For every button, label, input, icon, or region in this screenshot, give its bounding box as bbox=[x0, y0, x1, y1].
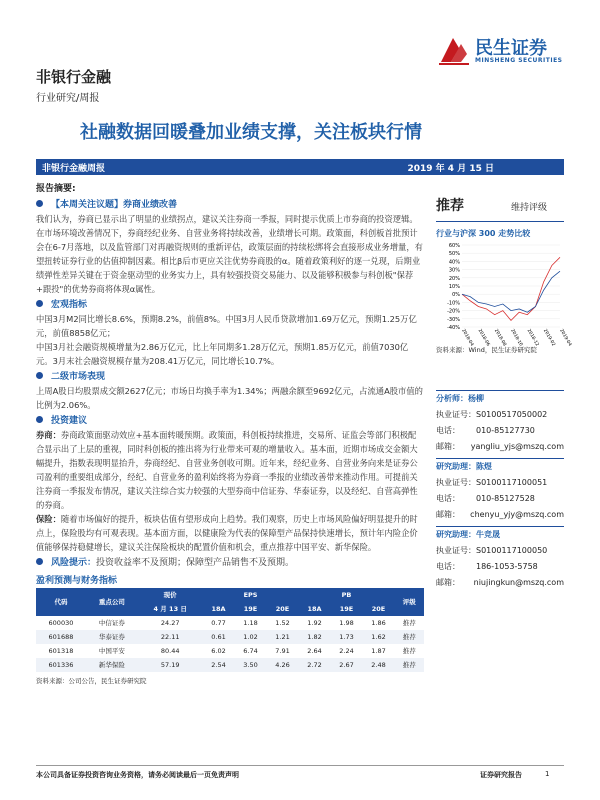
table-cell: 2.67 bbox=[339, 661, 354, 669]
page-number: 1 bbox=[545, 770, 550, 778]
table-cell: 中信证券 bbox=[98, 619, 125, 627]
analyst-cert bbox=[436, 542, 564, 558]
th-pb: PB bbox=[299, 588, 395, 602]
table-cell: 57.19 bbox=[160, 661, 180, 669]
field-label: 电话： bbox=[436, 425, 460, 435]
summary-section bbox=[36, 182, 424, 688]
analyst-list bbox=[436, 390, 564, 590]
chart-source: 资料来源：Wind，民生证券研究院 bbox=[436, 346, 537, 354]
series-line bbox=[462, 271, 560, 312]
right-panel bbox=[436, 195, 573, 594]
table-cell: 0.77 bbox=[211, 619, 226, 627]
field-value: 010-85127528 bbox=[476, 493, 535, 503]
table-row bbox=[36, 658, 424, 672]
field-value: niujingkun@mszq.com bbox=[473, 577, 564, 587]
field-label: 执业证号： bbox=[436, 477, 476, 487]
section-risk bbox=[36, 556, 424, 570]
dept-name: 非银行金融 bbox=[36, 68, 112, 86]
section-focus bbox=[36, 198, 424, 212]
x-tick-label: 2018-04 bbox=[460, 328, 475, 348]
analyst-card bbox=[436, 526, 564, 590]
table-cell: 2.48 bbox=[371, 661, 386, 669]
table-row bbox=[36, 616, 424, 630]
table-cell: 6.74 bbox=[243, 647, 258, 655]
table-cell: 0.61 bbox=[211, 633, 226, 641]
field-label: 执业证号： bbox=[436, 545, 476, 555]
field-label: 邮箱： bbox=[436, 441, 460, 451]
trend-chart bbox=[436, 241, 573, 348]
advice-text: 券商政策面驱动效应+基本面转暖预期。政策面，科创板持续推进，交易所、证监会等部门积极配合显示出了上层的重视，同时科创板的推出将为行业带来可观的增量收入。基本面，近期市场成交金额大幅提升，指数表现明显抬升，券商经纪、自营业务创收可期。近年来，经纪业务、自营业务向来是证券公司盈利的重要组成部分，经纪、自营业务的盈利始终将为券商一季报的业绩改善带来推动作用。可提前关注券商一季报发布情况，建议关注综合实力较强的大型券商中信证券、华泰证券，以及经纪、自营高弹性的券商。 bbox=[36, 430, 418, 510]
field-label: 执业证号： bbox=[436, 409, 476, 419]
fin-table bbox=[36, 588, 424, 672]
macro-text-1: 中国3月M2同比增长8.6%，预期8.2%，前值8%。中国3月人民币贷款增加1.69万亿元，预期1.25万亿元，前值8858亿元； bbox=[36, 314, 417, 338]
x-tick-label: 2018-06 bbox=[476, 328, 491, 348]
bullet-icon bbox=[36, 372, 43, 379]
summary-heading: 报告摘要: bbox=[36, 184, 76, 194]
y-tick-label: -20% bbox=[447, 308, 460, 315]
table-cell: 推荐 bbox=[402, 619, 416, 627]
rating-label: 维持评级 bbox=[511, 203, 548, 213]
table-cell: 推荐 bbox=[402, 661, 416, 669]
th-year: 19E bbox=[331, 602, 363, 616]
table-cell: 1.98 bbox=[339, 619, 354, 627]
advice-text: 随着市场偏好的提升，板块估值有望形成向上趋势。我们观察，历史上市场风险偏好明显提升的时点上，保险股均有可观表现。基本面方面，以健康险为代表的保障型产品保持快速增长，预计年内险企价值能够保持稳健增长，建议关注保险板块的配置价值和机会，重点推荐中国平安、新华保险。 bbox=[36, 514, 418, 552]
analyst-card bbox=[436, 390, 564, 454]
th-year: 19E bbox=[235, 602, 267, 616]
table-cell: 6.02 bbox=[211, 647, 226, 655]
table-source: 资料来源：公司公告，民生证券研究院 bbox=[36, 677, 147, 685]
table-cell: 1.02 bbox=[243, 633, 258, 641]
table-cell: 2.72 bbox=[307, 661, 322, 669]
section-market bbox=[36, 370, 424, 384]
analyst-role: 研究助理：牛竞晟 bbox=[436, 526, 564, 542]
th-year: 18A bbox=[299, 602, 331, 616]
table-cell: 1.87 bbox=[371, 647, 386, 655]
table-cell: 推荐 bbox=[402, 633, 416, 641]
advice-lead: 保险： bbox=[36, 514, 61, 524]
advice-brokers bbox=[36, 428, 424, 512]
field-value: yangliu_yjs@mszq.com bbox=[470, 441, 564, 451]
x-tick-label: 2018-12 bbox=[525, 328, 540, 348]
th-year: 20E bbox=[363, 602, 395, 616]
advice-insurance bbox=[36, 512, 424, 554]
section-title: 二级市场表现 bbox=[51, 372, 106, 382]
table-cell: 24.27 bbox=[160, 619, 180, 627]
th-year: 18A bbox=[203, 602, 235, 616]
analyst-card bbox=[436, 458, 564, 522]
y-tick-label: -40% bbox=[447, 325, 460, 331]
field-value: S0100117100050 bbox=[476, 545, 548, 555]
th-name: 重点公司 bbox=[86, 588, 138, 616]
analyst-email[interactable] bbox=[436, 438, 564, 454]
logo-text: 民生证券 bbox=[475, 38, 547, 59]
footer-disclaimer: 本公司具备证券投资咨询业务资格，请务必阅读最后一页免责声明 bbox=[36, 771, 239, 779]
focus-text: 我们认为，券商已显示出了明显的业绩拐点，建议关注券商一季报，同时提示优质上市券商的投资逻辑。在市场环境改善情况下，券商经纪业务、自营业务将持续改善，业绩增长可期。政策面，科创板首批预计会在6-7月落地，以及监管部门对再融资规则的重新评估，政策层面的持续松绑将会直接形成业务增量，有望扭转证券行业的估值抑制因素。相比β后市更应关注优势券商股的α。随着政策利好的逐一兑现，后期业绩弹性差异关键在于资金驱动型的业务实力上，具有较强投资交易能力、以及能够积极参与科创板"保荐+跟投"的优势券商将体现α属性。 bbox=[36, 214, 423, 294]
x-tick-label: 2019-04 bbox=[558, 328, 573, 348]
table-cell: 601688 bbox=[48, 633, 74, 641]
table-row bbox=[36, 630, 424, 644]
field-label: 电话： bbox=[436, 493, 460, 503]
logo-mark bbox=[437, 34, 471, 66]
table-cell: 7.91 bbox=[275, 647, 290, 655]
analyst-role: 研究助理：陈煜 bbox=[436, 458, 564, 474]
recommendation: 推荐 bbox=[436, 198, 464, 214]
bullet-icon bbox=[36, 558, 43, 565]
field-label: 邮箱： bbox=[436, 577, 460, 587]
th-year: 20E bbox=[267, 602, 299, 616]
section-title: 风险提示： bbox=[51, 558, 97, 568]
report-type: 行业研究/周报 bbox=[36, 93, 100, 104]
table-cell: 601336 bbox=[48, 661, 74, 669]
th-code: 代码 bbox=[36, 588, 86, 616]
section-title: 投资建议 bbox=[51, 416, 88, 426]
table-row bbox=[36, 644, 424, 658]
bullet-icon bbox=[36, 200, 43, 207]
header-bar bbox=[36, 159, 564, 175]
th-eps: EPS bbox=[203, 588, 299, 602]
analyst-email[interactable] bbox=[436, 506, 564, 522]
rating-box bbox=[436, 195, 564, 217]
analyst-email[interactable] bbox=[436, 574, 564, 590]
bullet-icon bbox=[36, 300, 43, 307]
field-label: 邮箱： bbox=[436, 509, 460, 519]
table-cell: 601318 bbox=[48, 647, 74, 655]
table-cell: 1.18 bbox=[243, 619, 258, 627]
fin-table-title: 盈利预测与财务指标 bbox=[36, 576, 118, 586]
risk-text: 投资收益率不及预期；保障型产品销售不及预期。 bbox=[96, 558, 295, 568]
section-macro bbox=[36, 298, 424, 312]
th-price: 现价 bbox=[138, 588, 203, 602]
y-tick-label: 60% bbox=[448, 243, 460, 249]
bullet-icon bbox=[36, 416, 43, 423]
chart-title: 行业与沪深 300 走势比较 bbox=[436, 229, 531, 238]
field-value: 010-85127730 bbox=[476, 425, 535, 435]
th-date: 4 月 13 日 bbox=[138, 602, 203, 616]
x-tick-label: 2018-10 bbox=[509, 328, 524, 348]
field-label: 电话： bbox=[436, 561, 460, 571]
table-cell: 1.82 bbox=[307, 633, 322, 641]
field-value: S0100117100051 bbox=[476, 477, 548, 487]
th-rating: 评级 bbox=[395, 588, 424, 616]
table-cell: 1.62 bbox=[371, 633, 386, 641]
section-title: 宏观指标 bbox=[51, 300, 88, 310]
market-text: 上周A股日均股票成交额2627亿元；市场日均换手率为1.34%；两融余额至9692亿元，占流通A股市值的比例为2.06%。 bbox=[36, 386, 423, 410]
field-value: 186-1053-5758 bbox=[476, 561, 538, 571]
y-tick-label: 50% bbox=[448, 251, 460, 258]
table-cell: 3.50 bbox=[243, 661, 258, 669]
y-tick-label: 0% bbox=[452, 292, 460, 299]
section-advice bbox=[36, 414, 424, 428]
table-cell: 推荐 bbox=[402, 647, 416, 655]
table-cell: 华泰证券 bbox=[98, 633, 125, 641]
y-tick-label: 20% bbox=[448, 275, 460, 282]
table-cell: 22.11 bbox=[160, 633, 180, 641]
table-cell: 1.92 bbox=[307, 619, 322, 627]
table-cell: 1.86 bbox=[371, 619, 386, 627]
table-cell: 2.54 bbox=[211, 661, 226, 669]
field-value: chenyu_yjy@mszq.com bbox=[470, 509, 564, 519]
analyst-phone bbox=[436, 422, 564, 438]
table-cell: 1.21 bbox=[275, 633, 290, 641]
table-cell: 1.73 bbox=[339, 633, 354, 641]
y-tick-label: -10% bbox=[447, 300, 460, 307]
advice-lead: 券商： bbox=[36, 430, 61, 440]
table-cell: 80.44 bbox=[160, 647, 180, 655]
logo-subtext: MINSHENG SECURITIES bbox=[475, 57, 563, 64]
x-tick-label: 2018-08 bbox=[492, 328, 507, 348]
x-tick-label: 2019-02 bbox=[541, 328, 556, 348]
divider bbox=[436, 221, 564, 222]
table-cell: 2.64 bbox=[307, 647, 322, 655]
y-tick-label: 30% bbox=[448, 267, 460, 274]
table-cell: 1.52 bbox=[275, 619, 290, 627]
section-title: 【本周关注议题】券商业绩改善 bbox=[51, 200, 178, 210]
analyst-cert bbox=[436, 474, 564, 490]
table-cell: 2.24 bbox=[339, 647, 354, 655]
analyst-cert bbox=[436, 406, 564, 422]
analyst-role: 分析师：杨柳 bbox=[436, 390, 564, 406]
report-title: 社融数据回暖叠加业绩支撑，关注板块行情 bbox=[80, 122, 422, 143]
y-tick-label: 10% bbox=[448, 284, 460, 290]
footer-divider bbox=[36, 765, 564, 766]
table-cell: 中国平安 bbox=[98, 647, 125, 655]
table-cell: 4.26 bbox=[275, 661, 290, 669]
analyst-phone bbox=[436, 490, 564, 506]
bar-label: 非银行金融周报 bbox=[42, 164, 106, 174]
analyst-phone bbox=[436, 558, 564, 574]
table-cell: 600030 bbox=[48, 619, 74, 627]
bar-date: 2019 年 4 月 15 日 bbox=[407, 164, 494, 174]
table-cell: 新华保险 bbox=[98, 661, 125, 669]
y-tick-label: 40% bbox=[448, 259, 460, 266]
footer-label: 证券研究报告 bbox=[480, 771, 522, 779]
field-value: S0100517050002 bbox=[476, 409, 548, 419]
macro-text-2: 中国3月社会融资规模增量为2.86万亿元，比上年同期多1.28万亿元，预期1.85万亿元，前值7030亿元。3月末社会融资规模存量为208.41万亿元，同比增长10.7%。 bbox=[36, 342, 409, 366]
y-tick-label: -30% bbox=[447, 316, 460, 323]
